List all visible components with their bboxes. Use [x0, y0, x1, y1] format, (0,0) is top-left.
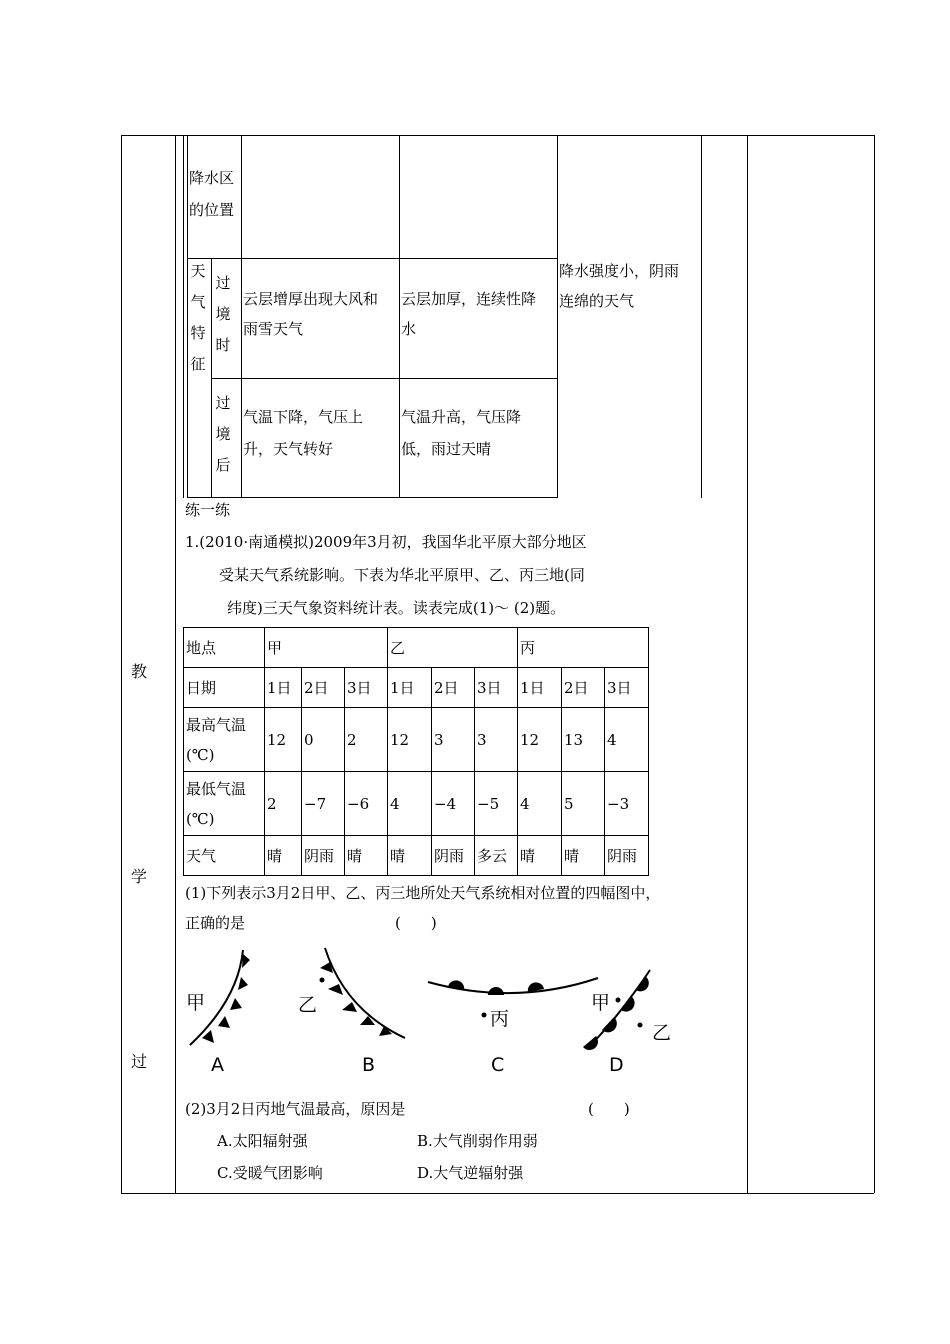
figure-d-caption: D	[609, 1054, 624, 1076]
question-1-line1: 1.(2010·南通模拟)2009年3月初，我国华北平原大部分地区	[185, 533, 587, 551]
figure-a-caption: A	[211, 1054, 224, 1076]
row-label-precip-line1: 降水区	[189, 169, 235, 187]
option-c[interactable]: C.受暖气团影响	[217, 1164, 323, 1182]
figure-a-point-label: 甲	[186, 992, 206, 1014]
figure-b-point-label: 乙	[298, 994, 318, 1016]
sub-label-after: 过 境 后	[215, 394, 231, 474]
option-a[interactable]: A.太阳辐射强	[217, 1132, 308, 1150]
figure-b-caption: B	[362, 1054, 376, 1076]
outer-frame-divider-right	[747, 135, 748, 1193]
option-d[interactable]: D.大气逆辐射强	[417, 1164, 524, 1182]
warm-front-after-l2: 低，雨过天晴	[401, 440, 492, 458]
warm-front-during-l2: 水	[401, 320, 417, 338]
place-yi: 乙	[388, 628, 518, 668]
sub-label-during: 过 境 时	[215, 274, 231, 354]
figure-c	[428, 978, 598, 1018]
subquestion-1-answer-blank[interactable]: ( )	[395, 914, 437, 932]
row-label-precip-line2: 的位置	[189, 201, 235, 219]
subquestion-1-line1: (1)下列表示3月2日甲、乙、丙三地所处天气系统相对位置的四幅图中，	[185, 884, 661, 902]
subquestion-2-stem: (2)3月2日丙地气温最高，原因是	[185, 1100, 406, 1118]
option-b[interactable]: B.大气削弱作用弱	[417, 1132, 538, 1150]
table-row-weather: 天气 晴 阴雨 晴 晴 阴雨 多云 晴 晴 阴雨	[184, 836, 649, 876]
table-row-min-temp: 最低气温(℃) 2 −7 −6 4 −4 −5 4 5 −3	[184, 772, 649, 836]
cold-front-after-l2: 升，天气转好	[243, 440, 334, 458]
row-label-place: 地点	[184, 628, 265, 668]
cold-front-during-l1: 云层增厚出现大风和	[243, 290, 379, 308]
table-row-max-temp: 最高气温(℃) 12 0 2 12 3 3 12 13 4	[184, 708, 649, 772]
outer-frame-left	[121, 135, 122, 1193]
weather-data-table	[183, 627, 649, 876]
warm-front-after-l1: 气温升高，气压降	[401, 408, 522, 426]
warm-front-during-l1: 云层加厚，连续性降	[401, 290, 537, 308]
row-group-weather-features: 天 气 特 征	[190, 262, 206, 373]
figure-d-point-label-1: 甲	[591, 992, 611, 1014]
cold-front-after-l1: 气温下降，气压上	[243, 408, 364, 426]
outer-frame-right	[874, 135, 875, 1193]
table-row-dates: 日期 1日 2日 3日 1日 2日 3日 1日 2日 3日	[184, 668, 649, 708]
stationary-front-l1: 降水强度小，阴雨	[559, 262, 680, 280]
outer-frame-bottom	[121, 1193, 874, 1194]
figure-d-point-label-2: 乙	[652, 1022, 672, 1044]
figure-c-caption: C	[491, 1054, 505, 1076]
side-label-jiao: 教	[131, 662, 148, 681]
figure-b	[320, 948, 406, 1038]
place-bing: 丙	[518, 628, 649, 668]
place-jia: 甲	[265, 628, 388, 668]
question-1-line3: 纬度)三天气象资料统计表。读表完成(1)～ (2)题。	[227, 599, 566, 617]
figure-c-point-label: 丙	[490, 1008, 510, 1030]
practice-heading: 练一练	[185, 501, 231, 519]
question-1-line2: 受某天气系统影响。下表为华北平原甲、乙、丙三地(同	[219, 566, 585, 584]
cold-front-during-l2: 雨雪天气	[243, 320, 304, 338]
subquestion-2-answer-blank[interactable]: ( )	[588, 1100, 630, 1118]
side-label-guo: 过	[131, 1052, 148, 1071]
stationary-front-l2: 连绵的天气	[559, 292, 635, 310]
outer-frame-top	[121, 135, 874, 136]
subquestion-1-line2: 正确的是	[185, 914, 246, 932]
outer-frame-divider	[175, 135, 176, 1193]
side-label-xue: 学	[131, 867, 148, 886]
